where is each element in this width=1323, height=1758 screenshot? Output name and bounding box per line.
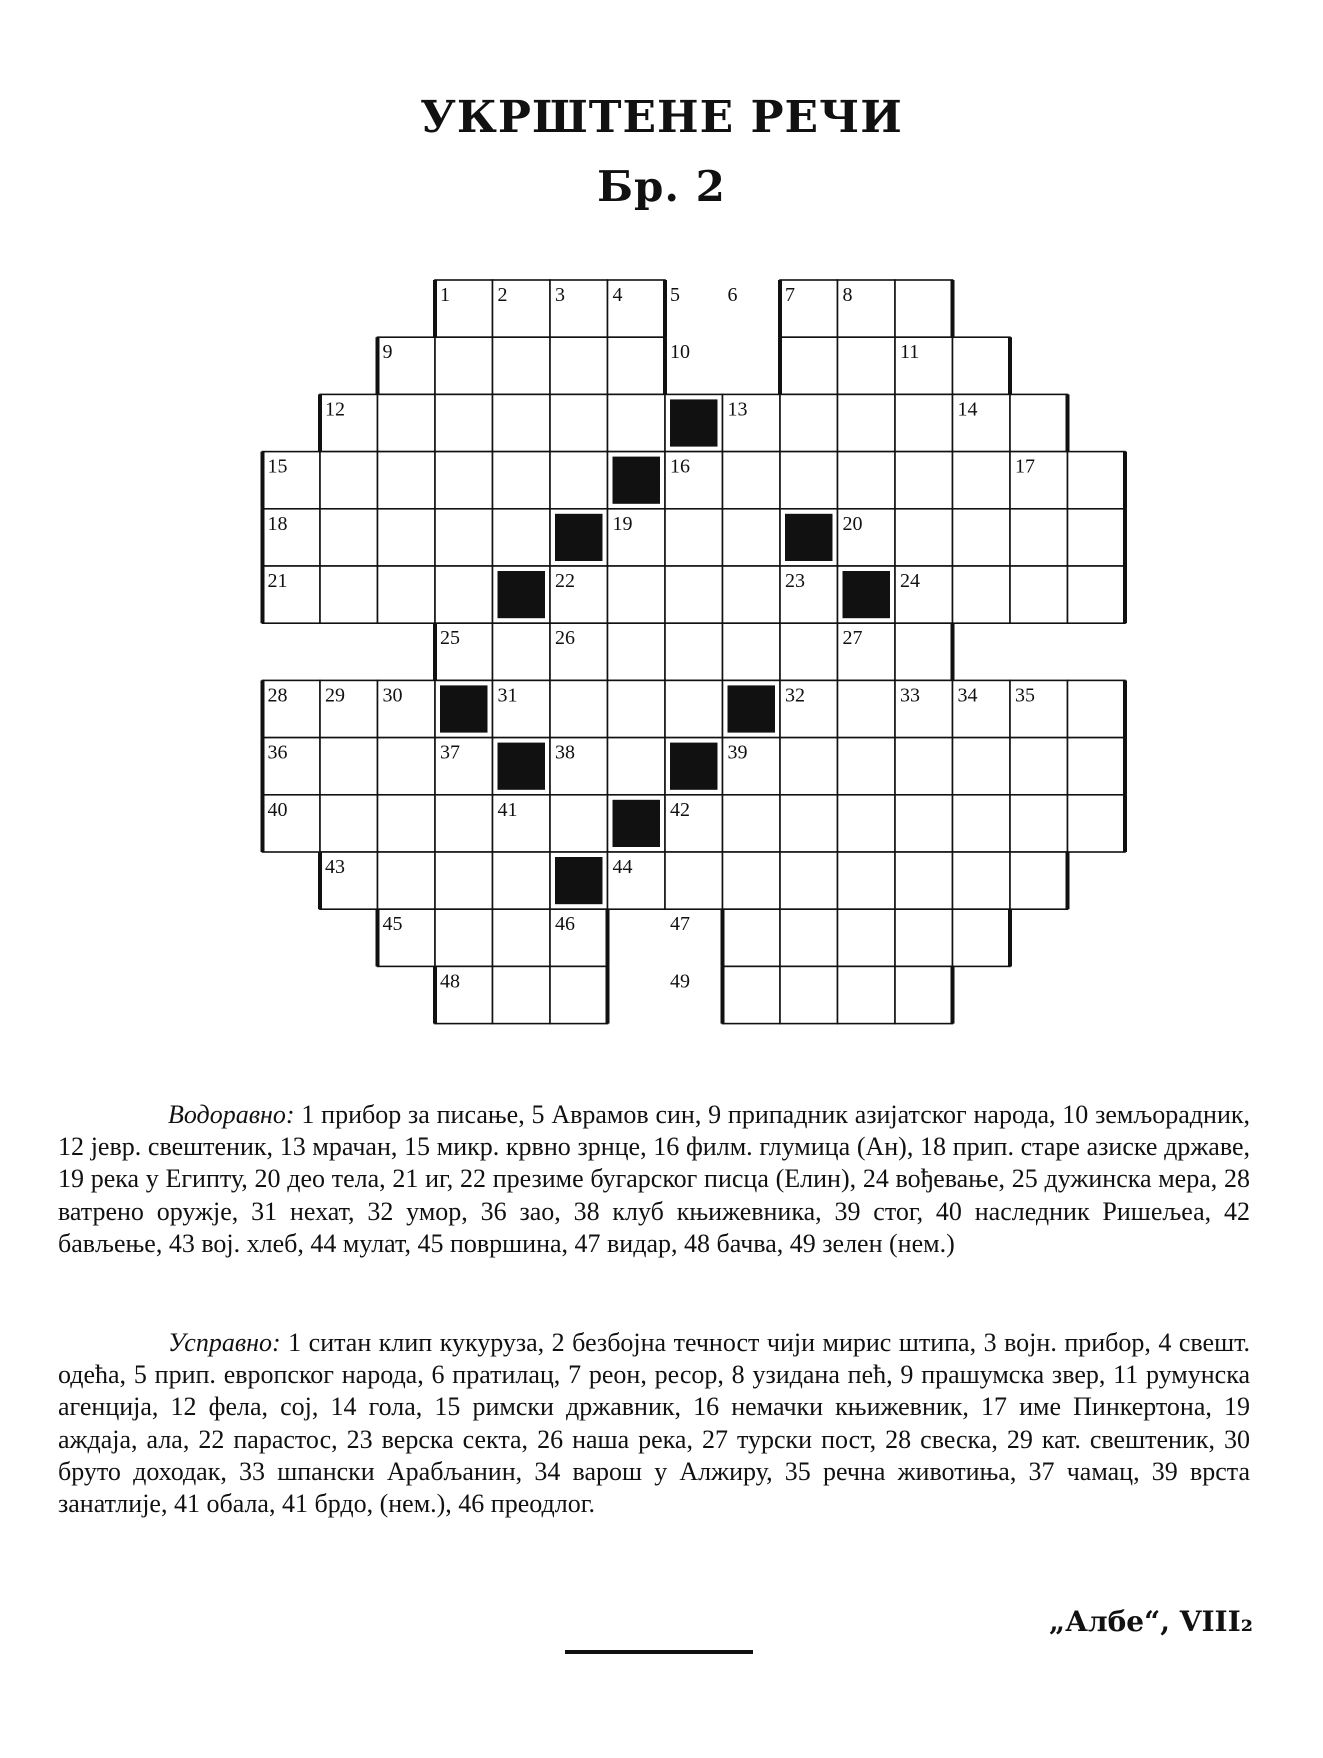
grid-cell [780, 795, 838, 852]
grid-cell [493, 623, 551, 680]
grid-cell [608, 623, 666, 680]
clue-number: 22 [555, 570, 575, 592]
grid-cell [723, 566, 781, 623]
clue-number: 8 [842, 284, 853, 306]
grid-cell [550, 452, 608, 509]
grid-cell [493, 337, 551, 394]
grid-cell [493, 509, 551, 566]
grid-cell [895, 966, 953, 1023]
grid-cell [1010, 738, 1068, 795]
grid-cell [953, 852, 1011, 909]
down-clues [58, 1327, 1250, 1520]
grid-cell [953, 738, 1011, 795]
grid-cell [780, 337, 838, 394]
black-square [440, 685, 488, 732]
grid-cell [1010, 852, 1068, 909]
grid-cell [838, 795, 896, 852]
black-square [670, 399, 718, 446]
clue-number: 28 [267, 684, 288, 707]
grid-cell [895, 509, 953, 566]
clue-number: 42 [670, 798, 690, 821]
grid-cell [780, 966, 838, 1023]
grid-cell [895, 280, 953, 337]
clue-number: 16 [670, 455, 690, 478]
grid-cell [665, 680, 723, 737]
grid-cell [493, 394, 551, 451]
puzzle-number: Бр. 2 [597, 162, 726, 211]
grid-cell [1068, 452, 1126, 509]
clue-number: 23 [785, 570, 805, 592]
black-square [728, 685, 776, 732]
clue-number: 35 [1015, 684, 1035, 707]
grid-cell [723, 966, 781, 1023]
grid-cell [608, 394, 666, 451]
grid-cell [953, 795, 1011, 852]
down-text: 1 ситан клип кукуруза, 2 безбојна течност чији мирис штипа, 3 војн. прибор, 4 свешт. одећа, 5 прип. европског народа, 6 пратилац, 7 реон, ресор, 8 узидана пећ, 9 прашумска звер, 11 румунска агенција, 12 фела, сој, 14 гола, 15 римски државник, 16 немачки књижевник, 17 име Пинкертона, 19 аждаја, ала, 22 парастос, 23 верска секта, 26 наша река, 27 турски пост, 28 свеска, 29 кат. свештеник, 30 бруто доходак, 33 шпански Арабљанин, 34 варош у Алжиру, 35 речна животиња, 37 чамац, 39 врста занатлије, 41 обала, 41 брдо, (нем.), 46 преодлог. [58, 1328, 1251, 1519]
clue-number: 15 [267, 455, 288, 478]
grid-cell [435, 909, 493, 966]
grid-cell [723, 852, 781, 909]
clue-number: 48 [440, 970, 460, 993]
grid-cell [1068, 795, 1126, 852]
puzzle-title: УКРШТЕНЕ РЕЧИ [420, 92, 903, 143]
grid-cell [895, 852, 953, 909]
grid-cell [550, 394, 608, 451]
clue-number: 19 [612, 512, 633, 535]
clue-number: 30 [382, 684, 403, 707]
grid-cell [780, 452, 838, 509]
clue-number: 2 [497, 284, 508, 306]
grid-cell [1010, 394, 1068, 451]
clue-number: 4 [612, 284, 623, 306]
grid-cell [665, 623, 723, 680]
grid-cell [838, 452, 896, 509]
black-square [555, 857, 603, 904]
grid-cell [550, 337, 608, 394]
across-heading: Водоравно: [168, 1100, 295, 1129]
clue-number: 36 [267, 741, 288, 764]
grid-cell [723, 509, 781, 566]
clue-number: 41 [497, 798, 518, 821]
clue-number: 45 [382, 913, 403, 936]
black-square [670, 743, 718, 790]
grid-cell [953, 909, 1011, 966]
grid-cell [1068, 738, 1126, 795]
black-square [613, 457, 661, 504]
grid-cell [320, 795, 378, 852]
clue-number: 47 [670, 913, 690, 936]
grid-cell [435, 852, 493, 909]
grid-cell [435, 394, 493, 451]
grid-cell [435, 795, 493, 852]
across-clues [58, 1099, 1250, 1260]
clue-number: 32 [785, 684, 805, 707]
clue-number: 43 [325, 856, 345, 878]
grid-cell [493, 966, 551, 1023]
grid-cell [780, 738, 838, 795]
clue-number: 44 [612, 856, 633, 878]
clue-number: 29 [325, 684, 345, 707]
grid-cell [780, 394, 838, 451]
grid-cell [953, 509, 1011, 566]
grid-cell [895, 909, 953, 966]
clue-number: 33 [900, 684, 920, 707]
clue-number: 1 [440, 284, 450, 306]
grid-cell [435, 452, 493, 509]
grid-cell [665, 566, 723, 623]
grid-cell [895, 738, 953, 795]
grid-cell [780, 852, 838, 909]
clue-number: 27 [842, 627, 863, 650]
grid-cell [780, 623, 838, 680]
grid-cell [435, 566, 493, 623]
clue-number: 3 [555, 284, 565, 306]
grid-cell [895, 452, 953, 509]
across-text: 1 прибор за писање, 5 Аврамов син, 9 припадник азијатског народа, 10 земљорадник, 12 јевр. свештеник, 13 мрачан, 15 микр. крвно зрнце, 16 филм. глумица (Ан), 18 прип. старе азиске државе, 19 река у Египту, 20 део тела, 21 иг, 22 презиме бугарског писца (Елин), 24 вођевање, 25 дужинска мера, 28 ватрено оружје, 31 нехат, 32 умор, 36 зао, 38 клуб књижевника, 39 стог, 40 наследник Ришељеа, 42 бављење, 43 вој. хлеб, 44 мулат, 45 површина, 47 видар, 48 бачва, 49 зелен (нем.) [58, 1100, 1250, 1258]
clue-number: 10 [670, 341, 690, 364]
clue-number: 31 [497, 684, 518, 707]
grid-cell [838, 966, 896, 1023]
grid-cell [550, 795, 608, 852]
grid-cell [838, 394, 896, 451]
grid-cell [550, 966, 608, 1023]
clue-number: 21 [267, 570, 288, 592]
clue-number: 34 [957, 684, 978, 707]
grid-cell [838, 337, 896, 394]
clue-number: 49 [670, 970, 690, 993]
grid-cell [838, 680, 896, 737]
clue-number: 6 [727, 284, 738, 306]
clue-number: 40 [267, 798, 288, 821]
clue-number: 38 [555, 741, 575, 764]
grid-cell [1010, 509, 1068, 566]
grid-cell [1068, 509, 1126, 566]
grid-cell [838, 852, 896, 909]
clue-number: 17 [1015, 455, 1035, 478]
grid-cell [665, 852, 723, 909]
grid-cell [953, 566, 1011, 623]
clue-number: 46 [555, 913, 575, 936]
clue-number: 9 [382, 341, 393, 364]
clue-number: 20 [842, 512, 863, 535]
grid-cell [378, 852, 436, 909]
grid-cell [435, 509, 493, 566]
grid-cell [608, 680, 666, 737]
grid-cell [378, 509, 436, 566]
grid-cell [838, 909, 896, 966]
grid-cell [665, 509, 723, 566]
grid-cell [435, 337, 493, 394]
clue-number: 13 [727, 398, 748, 421]
bottom-rule [565, 1650, 753, 1654]
clue-number: 24 [900, 570, 920, 592]
grid-cell [608, 337, 666, 394]
clue-number: 37 [440, 741, 460, 764]
black-square [785, 514, 833, 561]
clue-number: 11 [900, 341, 920, 364]
grid-cell [320, 452, 378, 509]
grid-cell [378, 566, 436, 623]
author-signature: „Албе“, VIII₂ [1048, 1605, 1253, 1638]
black-square [555, 514, 603, 561]
grid-cell [953, 337, 1011, 394]
grid-cell [1010, 795, 1068, 852]
grid-cell [895, 623, 953, 680]
grid-cell [723, 795, 781, 852]
grid-cell [723, 909, 781, 966]
grid-cell [723, 623, 781, 680]
grid-cell [493, 452, 551, 509]
grid-cell [1068, 566, 1126, 623]
grid-cell [953, 452, 1011, 509]
clue-number: 5 [670, 284, 680, 306]
grid-cell [895, 394, 953, 451]
black-square [843, 571, 891, 618]
grid-cell [780, 909, 838, 966]
clue-number: 25 [440, 627, 460, 650]
grid-cell [378, 795, 436, 852]
grid-cell [895, 795, 953, 852]
clue-number: 39 [727, 741, 748, 764]
black-square [498, 743, 546, 790]
clue-number: 12 [325, 398, 345, 421]
clue-number: 14 [957, 398, 978, 421]
grid-cell [723, 452, 781, 509]
grid-cell [1010, 566, 1068, 623]
black-square [498, 571, 546, 618]
grid-cell [320, 509, 378, 566]
grid-cell [838, 738, 896, 795]
grid-cell [550, 680, 608, 737]
clue-number: 18 [267, 512, 288, 535]
grid-cell [608, 566, 666, 623]
grid-cell [320, 738, 378, 795]
grid-cell [320, 566, 378, 623]
grid-cell [493, 909, 551, 966]
clue-number: 26 [555, 627, 575, 650]
grid-cell [378, 452, 436, 509]
grid-cell [378, 738, 436, 795]
grid-cell [1068, 680, 1126, 737]
down-heading: Усправно: [168, 1328, 281, 1357]
clue-number: 7 [785, 284, 795, 306]
grid-cell [378, 394, 436, 451]
grid-cell [493, 852, 551, 909]
grid-cell [608, 738, 666, 795]
black-square [613, 800, 661, 847]
